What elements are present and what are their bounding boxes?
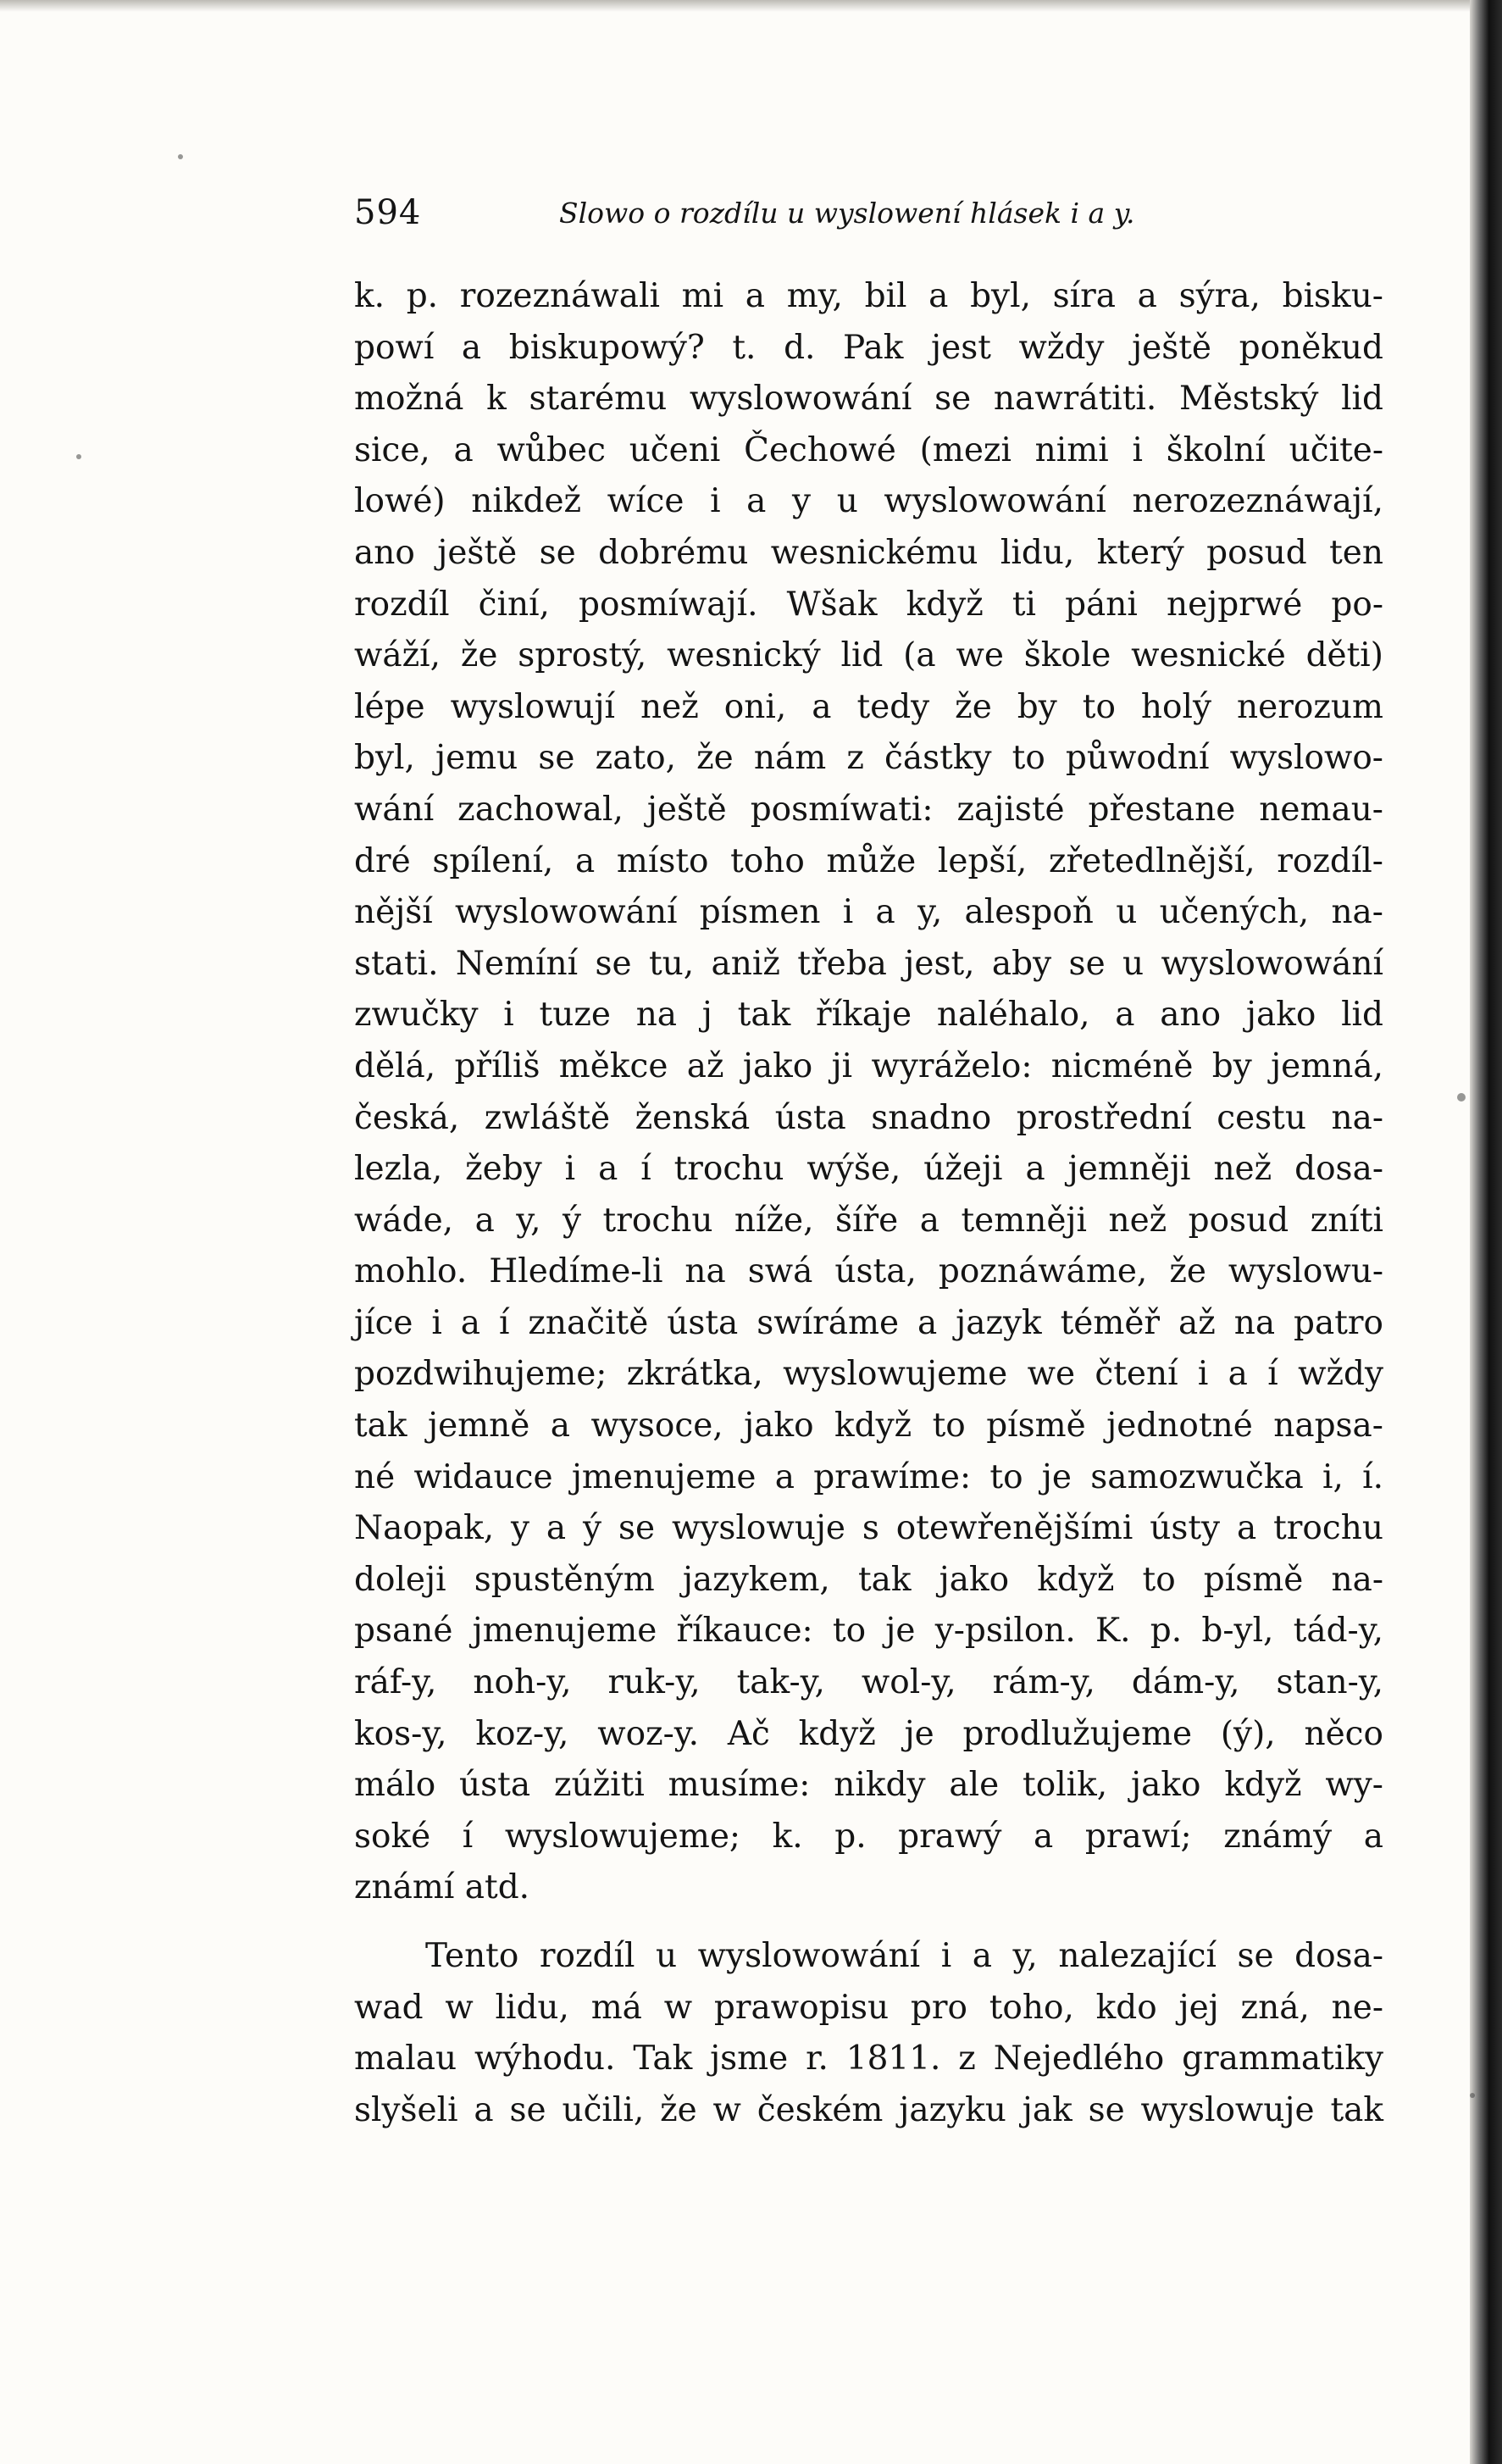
text-line: málo ústa zúžiti musíme: nikdy ale tolik, jako když wy- (354, 1766, 1383, 1805)
scan-speck (178, 154, 183, 159)
text-line: k. p. rozeznáwali mi a my, bil a byl, síra a sýra, bisku- (354, 277, 1383, 315)
scan-speck (1470, 2093, 1475, 2098)
paragraph-gap (354, 1914, 1383, 1931)
text-line: wáží, že sprostý, wesnický lid (a we škole wesnické děti) (354, 636, 1383, 675)
page-header (354, 193, 1383, 244)
scan-top-edge (0, 0, 1502, 12)
text-line: pozdwihujeme; zkrátka, wyslowujeme we čtení i a í wždy (354, 1355, 1383, 1394)
text-line: wad w lidu, má w prawopisu pro toho, kdo jej zná, ne- (354, 1988, 1383, 2027)
text-line: lezla, žeby i a í trochu wýše, úžeji a jemněji než dosa- (354, 1150, 1383, 1189)
text-line: byl, jemu se zato, že nám z částky to půwodní wyslowo- (354, 739, 1383, 778)
text-line: soké í wyslowujeme; k. p. prawý a prawí; známý a (354, 1817, 1383, 1856)
text-line: tak jemně a wysoce, jako když to písmě jednotné napsa- (354, 1407, 1383, 1446)
text-line: mohlo. Hledíme-li na swá ústa, poznáwáme, že wyslowu- (354, 1252, 1383, 1291)
text-line: lépe wyslowují než oni, a tedy že by to holý nerozum (354, 687, 1383, 726)
scan-speck (1457, 1093, 1466, 1102)
text-line: malau wýhodu. Tak jsme r. 1811. z Nejedlého grammatiky (354, 2039, 1383, 2078)
text-line: né widauce jmenujeme a prawíme: to je samozwučka i, í. (354, 1457, 1383, 1496)
text-line: wáde, a y, ý trochu níže, šíře a temněji než posud zníti (354, 1201, 1383, 1240)
text-line: powí a biskupowý? t. d. Pak jest wždy ještě poněkud (354, 328, 1383, 367)
page-number: 594 (354, 193, 422, 232)
paragraph (354, 271, 1383, 1914)
paragraph (354, 1931, 1383, 2136)
text-line: dré spílení, a místo toho může lepší, zřetedlnější, rozdíl- (354, 841, 1383, 880)
text-line: Tento rozdíl u wyslowowání i a y, nalezající se dosa- (425, 1937, 1383, 1975)
text-line: sice, a wůbec učeni Čechowé (mezi nimi i školní učite- (354, 430, 1383, 469)
scan-speck (76, 454, 81, 459)
body-text (354, 271, 1383, 2136)
text-line: doleji spustěným jazykem, tak jako když to písmě na- (354, 1560, 1383, 1599)
running-head: Slowo o rozdílu u wyslowení hlásek i a y. (559, 197, 1135, 230)
text-line: dělá, příliš měkce až jako ji wyráželo: nicméně by jemná, (354, 1046, 1383, 1085)
text-line: nější wyslowowání písmen i a y, alespoň u učených, na- (354, 893, 1383, 932)
text-line: jíce i a í značitě ústa swíráme a jazyk téměř až na patro (354, 1303, 1383, 1342)
text-line: lowé) nikdež wíce i a y u wyslowowání nerozeznáwají, (354, 482, 1383, 521)
text-line: slyšeli a se učili, že w českém jazyku jak se wyslowuje tak (354, 2090, 1383, 2129)
text-line: česká, zwláště ženská ústa snadno prostřední cestu na- (354, 1098, 1383, 1137)
text-line: kos-y, koz-y, woz-y. Ač když je prodlužujeme (ý), něco (354, 1714, 1383, 1753)
text-line: zwučky i tuze na j tak říkaje naléhalo, a ano jako lid (354, 996, 1383, 1035)
text-line: ráf-y, noh-y, ruk-y, tak-y, wol-y, rám-y, dám-y, stan-y, (354, 1663, 1383, 1702)
text-line: možná k starému wyslowowání se nawrátiti. Městský lid (354, 380, 1383, 419)
text-line: známí atd. (354, 1868, 530, 1907)
text-line: ano ještě se dobrému wesnickému lidu, který posud ten (354, 533, 1383, 572)
text-line: Naopak, y a ý se wyslowuje s otewřenějšími ústy a trochu (354, 1509, 1383, 1548)
text-line: wání zachowal, ještě posmíwati: zajisté přestane nemau- (354, 790, 1383, 829)
text-line: rozdíl činí, posmíwají. Wšak když ti páni nejprwé po- (354, 585, 1383, 624)
text-line: stati. Nemíní se tu, aniž třeba jest, aby se u wyslowowání (354, 944, 1383, 983)
text-line: psané jmenujeme říkauce: to je y-psilon. K. p. b-yl, tád-y, (354, 1612, 1383, 1651)
